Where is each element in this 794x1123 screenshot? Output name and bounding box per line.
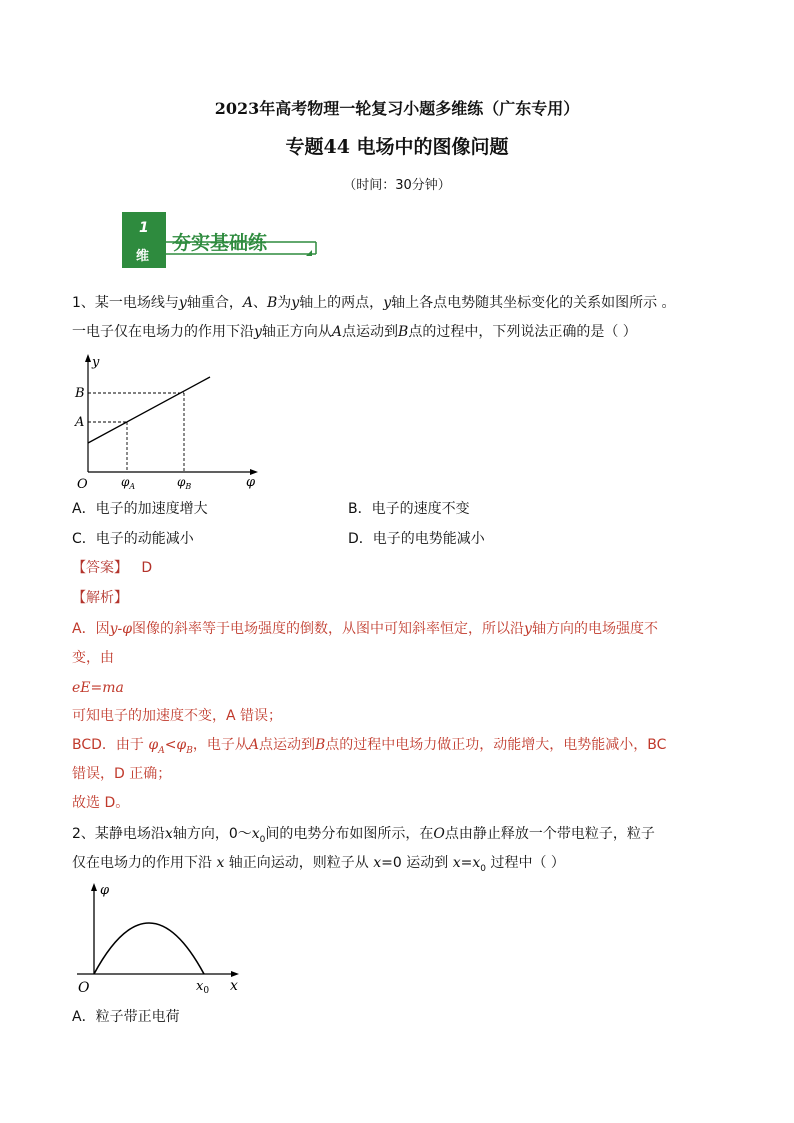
badge-wei: 维 [136,249,150,264]
q1-explanation-line3: 可知电子的加速度不变，A 错误； [72,708,283,724]
time-note: （时间：30分钟） [343,178,451,193]
q1-formula: eE=ma [72,680,124,696]
q1-option-d: D．电子的电势能减小 [348,531,485,547]
section-badge [122,212,322,270]
document-title: 2023年高考物理一轮复习小题多维练（广东专用） [214,99,580,118]
section-label: 夯实基础练 [172,232,268,254]
q1-answer: 【答案】 D [72,560,153,576]
q2-stem-line1: 2、某静电场沿x轴方向，$0\sim x_0$间的电势分布如图所示，在O点由静止释放一个带电粒子，粒子 [72,826,655,845]
q1-analysis-label: 【解析】 [72,590,128,606]
q2-stem-line2: 仅在电场力的作用下沿 x 轴正向运动，则粒子从 x=0 运动到 $x=x_0$ 过程中（ ） [72,855,565,874]
q1-x-axis-label: φ [246,475,256,490]
q2-tick-x0: $x_0$ [196,979,210,996]
q2-graph [72,880,252,1004]
badge-number: 1 [139,220,149,236]
q2-x-axis-label: x [230,978,238,994]
q1-option-c: C．电子的动能减小 [72,531,194,547]
q2-option-a: A．粒子带正电荷 [72,1009,180,1025]
q1-explanation-line6: 故选 D。 [72,795,130,811]
q1-option-b: B．电子的速度不变 [348,501,470,517]
q1-tick-phib: $\varphi_B$ [177,475,192,491]
q2-origin-label: O [78,980,90,996]
q1-origin-label: O [77,477,88,492]
q1-label-b: B [75,386,85,401]
q1-explanation-line4: BCD．由于 $\varphi_A<\varphi_B$，电子从A点运动到B点的过程中电场力做正功，动能增大，电势能减小，BC [72,737,667,756]
q1-stem-line1: 1、某一电场线与y轴重合，A、B为y轴上的两点，y轴上各点电势随其坐标变化的关系如图所示 。 [72,295,676,311]
q1-explanation-line5: 错误，D 正确； [72,766,172,782]
section-badge-graphic [122,212,322,270]
q1-explanation-line1: A．因y-φ图像的斜率等于电场强度的倒数，从图中可知斜率恒定，所以沿y轴方向的电场强度不 [72,621,658,637]
q1-y-axis-label: y [92,355,100,370]
q1-stem-line2: 一电子仅在电场力的作用下沿y轴正方向从A点运动到B点的过程中，下列说法正确的是（ ） [72,324,637,340]
q1-option-a: A．电子的加速度增大 [72,501,208,517]
q1-label-a: A [75,415,85,430]
q1-graph [72,350,272,499]
q1-explanation-line2: 变，由 [72,650,114,666]
topic-title: 专题44 电场中的图像问题 [285,136,509,158]
q1-tick-phia: $\varphi_A$ [121,475,136,491]
q2-y-axis-label: φ [100,883,110,898]
